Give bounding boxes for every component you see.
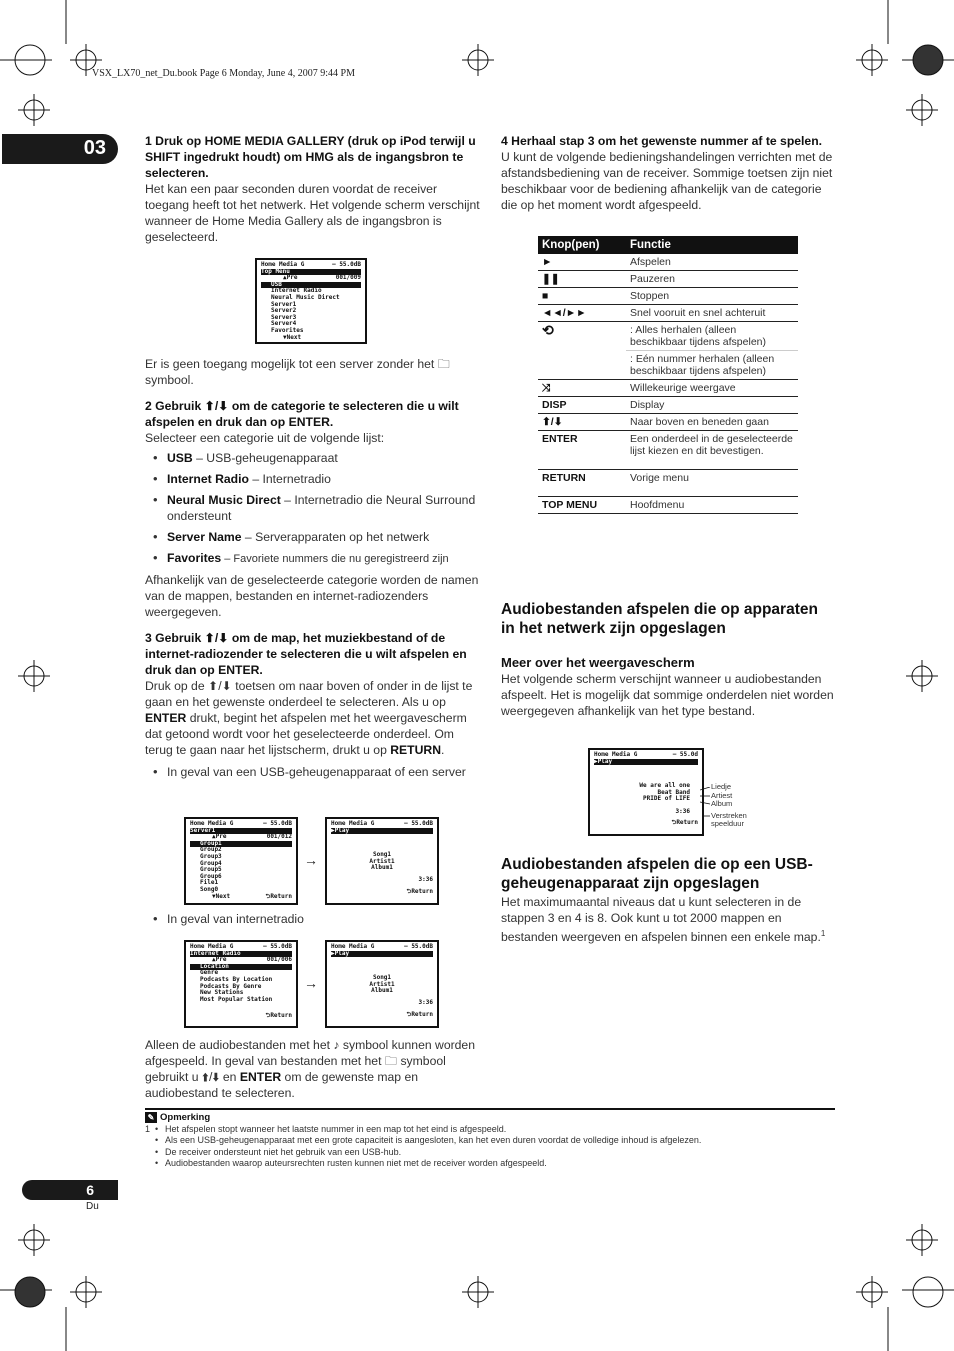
category-item	[145, 450, 480, 466]
after-categories: Afhankelijk van de geselecteerde categorie worden de namen van de mappen, bestanden en internet-radiozenders weergegeven.	[145, 573, 479, 619]
note-bullet: •	[155, 1158, 159, 1168]
screen-list-item: Podcasts By Genre	[200, 982, 262, 990]
note-line	[145, 1135, 835, 1147]
table-row	[538, 470, 798, 497]
note-pencil-icon: ✎	[145, 1112, 157, 1123]
up-down-icon: ⬆/⬇	[208, 679, 232, 693]
table-row	[538, 305, 798, 322]
table-key: ⬆/⬇	[538, 414, 626, 431]
screen-list-item: Server3	[271, 313, 297, 321]
screen-play-2: Home Media G – 55.0dB ▶Play Song1 Artist1 Album1 3:36 ⮌Return	[325, 940, 439, 1028]
screen-list-item: Favorites	[271, 326, 304, 334]
note-icon: ♪	[333, 1038, 340, 1052]
label-album: Album	[711, 799, 733, 808]
note-bullet: •	[155, 1123, 159, 1134]
chapter-tab	[2, 134, 118, 164]
table-key: ■	[538, 288, 626, 305]
screen-list-item: Group4	[200, 859, 222, 867]
category-item	[145, 529, 480, 545]
folder-icon: 🗀	[384, 1054, 398, 1068]
screen-list-item: Song0	[200, 885, 219, 893]
note-bullet: •	[155, 1146, 159, 1157]
table-row	[538, 254, 798, 271]
arrow-right-icon: →	[304, 852, 318, 868]
screen-list-item: USB	[261, 282, 361, 289]
step3-body-c: drukt, begint het afspelen met het weergavescherm dat getoond wordt voor het geselecteerde onderdeel. Om terug te gaan naar het lijstscherm, drukt u op	[145, 711, 467, 757]
note-text: Audiobestanden waarop auteursrechten rusten kunnen niet met de receiver worden afgespeeld.	[165, 1158, 547, 1168]
step3-title-a: 3 Gebruik	[145, 631, 202, 645]
table-key: ◄◄/►►	[538, 305, 626, 322]
screen-play-3: Home Media G – 55.0d ▶Play We are all one Beat Band PRIDE of LIFE 3:36 ⮌Return	[588, 748, 704, 836]
table-row	[538, 322, 798, 351]
note-text: Het afspelen stopt wanneer het laatste nummer in een map tot het eind is afgespeeld.	[165, 1123, 507, 1134]
scr-level: – 55.0dB	[332, 261, 361, 268]
table-row	[538, 288, 798, 305]
note-text: De receiver ondersteunt niet het gebruik van een USB-hub.	[165, 1146, 402, 1157]
up-down-icon: ⬆/⬇	[204, 631, 229, 645]
table-func: : Alles herhalen (alleen beschikbaar tijdens afspelen)	[626, 322, 798, 351]
screen-top-menu	[255, 258, 367, 344]
table-func: Vorige menu	[626, 470, 798, 497]
table-key: ⤨	[538, 380, 626, 397]
step3-enter: ENTER	[145, 711, 187, 725]
scr-count: 001/009	[335, 274, 361, 282]
book-header: VSX_LX70_net_Du.book Page 6 Monday, June 4, 2007 9:44 PM	[92, 68, 355, 79]
category-name: Server Name	[167, 530, 242, 544]
table-key: ⟲	[542, 322, 554, 338]
screen-server: Home Media G – 55.0dB Server1 ▲Pre 001/012 Group1 Group2 Group3 Group4 Group5 Group6 File1 Song0 ▼Next ⮌Return	[184, 817, 298, 905]
screen-list-item: Server1	[271, 300, 297, 308]
category-desc: – Internetradio die Neural Surround ondersteunt	[167, 493, 476, 523]
arrow-right-icon: →	[304, 975, 318, 991]
step3-body-b: toetsen om naar boven of onder in de lijst te gaan en het gewenste onderdeel te selecteren. Als u op	[145, 679, 473, 709]
table-func: Een onderdeel in de geselecteerde lijst kiezen en dit bevestigen.	[626, 431, 798, 470]
category-name: Internet Radio	[167, 472, 249, 486]
table-func: Naar boven en beneden gaan	[626, 414, 798, 431]
no-access-text: Er is geen toegang mogelijk tot een server zonder het	[145, 357, 435, 371]
table-key: DISP	[538, 397, 626, 414]
note-line	[145, 1147, 835, 1159]
category-desc: – Serverapparaten op het netwerk	[241, 530, 430, 544]
screen-list-item: Neural Music Direct	[271, 293, 340, 301]
category-desc: – USB-geheugenapparaat	[192, 451, 338, 465]
note-line	[145, 1158, 835, 1170]
right-column	[501, 133, 836, 213]
screen-list-item: Group6	[200, 872, 222, 880]
table-key: TOP MENU	[538, 497, 626, 514]
no-access-end: symbool.	[145, 373, 194, 387]
th-key: Knop(pen)	[538, 236, 626, 254]
table-func: Hoofdmenu	[626, 497, 798, 514]
step2-body: Selecteer een categorie uit de volgende lijst:	[145, 431, 385, 445]
heading-screen: Meer over het weergavescherm	[501, 655, 695, 670]
table-func: Snel vooruit en snel achteruit	[626, 305, 798, 322]
language-code: Du	[86, 1201, 99, 1212]
note-text: Als een USB-geheugenapparaat met een grote capaciteit is aangesloten, kan het even duren voordat de volledige inhoud is afgelezen.	[165, 1135, 702, 1145]
page-number: 6	[86, 1182, 94, 1198]
screen-list-item: File1	[200, 879, 219, 887]
scr-pre: ▲Pre	[283, 274, 298, 282]
screen-radio: Home Media G – 55.0dB Internet Radio ▲Pre 001/006 Location Genre Podcasts By Location Podcasts By Genre New Stations Most Popular Station ⮌Return	[184, 940, 298, 1028]
step1-body: Het kan een paar seconden duren voordat de receiver toegang heeft tot het netwerk. Het volgende scherm verschijnt wanneer de Home Media Gallery als de ingangsbron is geselecteerd.	[145, 182, 480, 244]
category-desc: – Favoriete nummers die nu geregistreerd zijn	[221, 553, 449, 565]
screen-list-item: Internet Radio	[271, 287, 322, 295]
notes-title: Opmerking	[160, 1112, 211, 1123]
screen-list-item: Genre	[200, 969, 219, 977]
screen-list-item: Location	[190, 964, 292, 971]
table-key: RETURN	[538, 470, 626, 497]
category-item	[145, 471, 480, 487]
screen-play-1: Home Media G – 55.0dB ▶Play Song1 Artist1 Album1 3:36 ⮌Return	[325, 817, 439, 905]
heading-usb: Audiobestanden afspelen die op een USB-geheugenapparaat zijn opgeslagen	[501, 856, 813, 892]
category-name: Favorites	[167, 551, 222, 565]
bullet-radio: • In geval van internetradio	[145, 911, 480, 927]
screen-list-item: Most Popular Station	[200, 995, 273, 1003]
category-item	[145, 492, 480, 524]
folder-icon: 🗀	[437, 357, 450, 371]
screen-list-item: Server4	[271, 320, 297, 328]
usb-body: Het maximumaantal niveaus dat u kunt selecteren in de stappen 3 en 4 is 8. Ook kunt u tot 2000 mappen en bestanden weergeven en afspelen binnen een enkele map.	[501, 895, 821, 945]
table-func: Stoppen	[626, 288, 798, 305]
heading-network: Audiobestanden afspelen die op apparaten in het netwerk zijn opgeslagen	[501, 601, 818, 637]
scr-menu: Top Menu	[261, 267, 290, 275]
category-name: USB	[167, 451, 193, 465]
table-row	[538, 397, 798, 414]
table-func: Display	[626, 397, 798, 414]
step3-body-a: Druk op de	[145, 679, 205, 693]
screen-body: Het volgende scherm verschijnt wanneer u audiobestanden afspeelt. Het is mogelijk dat sommige onderdelen niet worden weergegeven afhankelijk van het type bestand.	[501, 672, 834, 718]
label-artist: Artiest	[711, 790, 733, 800]
table-key: ►	[538, 254, 626, 271]
category-name: Neural Music Direct	[167, 493, 281, 507]
step2-title-a: 2 Gebruik	[145, 399, 202, 413]
step1-title: 1 Druk op HOME MEDIA GALLERY (druk op iPod terwijl u SHIFT ingedrukt houdt) om HMG als de ingangsbron te selecteren.	[145, 134, 476, 180]
chapter-number: 03	[83, 137, 106, 159]
category-list	[145, 450, 480, 567]
screen-list-item: Group2	[200, 846, 222, 854]
screen-list-item: Group5	[200, 866, 222, 874]
notes-section	[145, 1108, 835, 1170]
screen-list-item: Group1	[190, 841, 292, 848]
up-down-icon: ⬆/⬇	[201, 1070, 220, 1084]
left-column	[145, 133, 480, 245]
up-down-icon: ⬆/⬇	[204, 399, 229, 413]
table-func: Pauzeren	[626, 271, 798, 288]
table-func: Willekeurige weergave	[626, 380, 798, 397]
category-item	[145, 550, 480, 567]
table-row	[538, 380, 798, 397]
scr-title: Home Media G	[261, 261, 305, 268]
note-line	[145, 1124, 835, 1136]
note-number: 1	[145, 1123, 151, 1134]
footnote-ref: 1	[820, 929, 826, 938]
table-key	[538, 351, 626, 380]
label-song: Liedje	[711, 782, 732, 791]
step2-title-b: om de categorie te selecteren die u wilt afspelen en druk dan op ENTER.	[145, 399, 459, 429]
step3-title-b: om de map, het muziekbestand of de internet-radiozender te selecteren die u wilt afspelen en druk dan op ENTER.	[145, 631, 467, 677]
bullet-usb: • In geval van een USB-geheugenapparaat of een server	[145, 764, 480, 780]
final-paragraph: Alleen de audiobestanden met het ♪ symbool kunnen worden afgespeeld. In geval van bestanden met het 🗀 symbool gebruikt u ⬆/⬇ en ENTER om de gewenste map en audiobestand te selecteren.	[145, 1038, 475, 1100]
table-row	[538, 431, 798, 470]
page-tab	[22, 1180, 118, 1200]
table-row	[538, 351, 798, 380]
table-key: ❚❚	[538, 271, 626, 288]
screen-list-item: Group3	[200, 852, 222, 860]
screen-list-item: Server2	[271, 307, 297, 315]
step3-return: RETURN	[390, 743, 442, 757]
screen-list-item: Podcasts By Location	[200, 975, 273, 983]
scr-next: ▼Next	[283, 333, 302, 341]
table-row	[538, 271, 798, 288]
label-time: Verstreken speelduur	[711, 810, 747, 828]
left-column-2: Er is geen toegang mogelijk tot een server zonder het 🗀 symbool. 2 Gebruik ⬆/⬇ om de categorie te selecteren die u wilt afspelen en druk dan op ENTER. Selecteer een categorie uit de volgende lijst: • USB – USB-geheugenapparaat • Internet Radio – Internetradio • Neural Music Direct – Internetradio die Neural Surround ondersteunt • Server Name – Serverapparaten op het netwerk • Favorites – Favoriete nummers die nu geregistreerd zijn Afhankelijk van de geselecteerde categorie worden de namen van de mappen, bestanden en internet-radiozenders weergegeven. 3 Gebruik ⬆/⬇ om de map, het muziekbestand of de internet-radiozender te selecteren die u wilt afspelen en druk dan op ENTER. Druk op de ⬆/⬇ toetsen om naar boven of onder in de lijst te gaan en het gewenste onderdeel te selecteren. Als u op ENTER drukt, begint het afspelen met het weergavescherm dat getoond wordt voor het geselecteerde onderdeel. Om terug te gaan naar het lijstscherm, drukt u op RETURN. • In geval van een USB-geheugenapparaat of een server	[145, 356, 480, 785]
function-table	[538, 236, 798, 514]
note-bullet: •	[155, 1135, 159, 1145]
screen-list-item: New Stations	[200, 989, 244, 997]
table-func: Afspelen	[626, 254, 798, 271]
table-func: : Eén nummer herhalen (alleen beschikbaar tijdens afspelen)	[626, 351, 798, 380]
th-func: Functie	[626, 236, 798, 254]
category-desc: – Internetradio	[248, 472, 331, 486]
table-key: ENTER	[538, 431, 626, 470]
table-row	[538, 497, 798, 514]
step4-body: U kunt de volgende bedieningshandelingen verrichten met de afstandsbediening van de receiver. Sommige toetsen zijn niet beschikbaar voor de bediening afhankelijk van de categorie die op het moment wordt afgespeeld.	[501, 150, 833, 212]
step4-title: 4 Herhaal stap 3 om het gewenste nummer af te spelen.	[501, 134, 823, 148]
table-row	[538, 414, 798, 431]
